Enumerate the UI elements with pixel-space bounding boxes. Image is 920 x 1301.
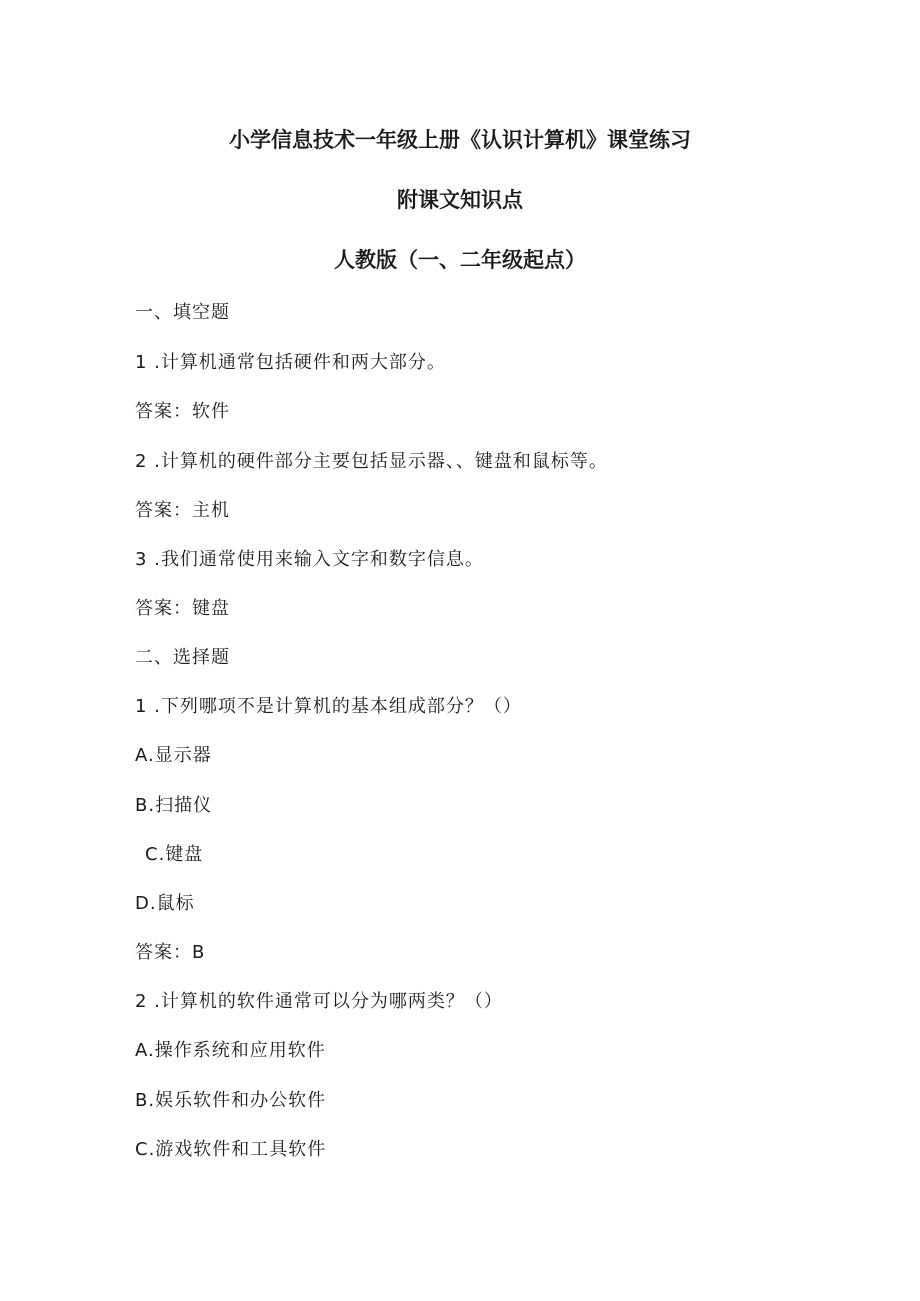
choice-1-option-c: C.键盘 xyxy=(145,844,204,865)
section-heading-choice: 二、选择题 xyxy=(135,647,230,668)
choice-1-option-d: D.鼠标 xyxy=(135,893,195,914)
document-title: 小学信息技术一年级上册《认识计算机》课堂练习 xyxy=(229,128,691,152)
fill-answer-3: 答案：键盘 xyxy=(135,598,230,619)
fill-question-2: 2 .计算机的硬件部分主要包括显示器、、键盘和鼠标等。 xyxy=(135,451,608,472)
choice-question-2: 2 .计算机的软件通常可以分为哪两类？（） xyxy=(135,991,503,1012)
choice-2-option-b: B.娱乐软件和办公软件 xyxy=(135,1090,327,1111)
document-subtitle: 附课文知识点 xyxy=(397,188,523,212)
section-heading-fill-blank: 一、填空题 xyxy=(135,302,230,323)
fill-question-3: 3 .我们通常使用来输入文字和数字信息。 xyxy=(135,549,484,570)
choice-question-1: 1 .下列哪项不是计算机的基本组成部分？（） xyxy=(135,696,522,717)
fill-answer-1: 答案：软件 xyxy=(135,401,230,422)
choice-2-option-c: C.游戏软件和工具软件 xyxy=(135,1139,327,1160)
choice-2-option-a: A.操作系统和应用软件 xyxy=(135,1040,326,1061)
choice-1-option-a: A.显示器 xyxy=(135,745,212,766)
choice-answer-1: 答案：B xyxy=(135,942,206,963)
document-edition: 人教版（一、二年级起点） xyxy=(334,248,586,272)
choice-1-option-b: B.扫描仪 xyxy=(135,795,213,816)
fill-question-1: 1 .计算机通常包括硬件和两大部分。 xyxy=(135,352,446,373)
fill-answer-2: 答案：主机 xyxy=(135,500,230,521)
